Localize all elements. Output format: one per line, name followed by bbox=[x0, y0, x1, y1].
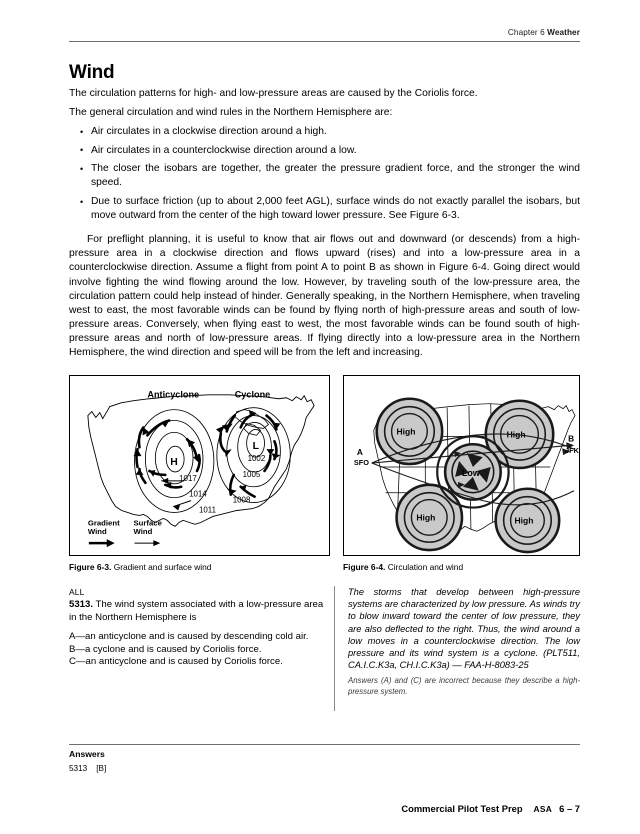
figure-6-3-isobar-1011: 1011 bbox=[199, 505, 217, 515]
intro-paragraph-1: The circulation patterns for high- and low-pressure areas are caused by the Coriolis force. bbox=[69, 88, 478, 99]
figure-6-4-high-bottom-right bbox=[496, 489, 559, 552]
running-header bbox=[69, 28, 580, 37]
figure-6-3-legend-surface-arrow bbox=[135, 540, 161, 546]
figure-6-3-number: Figure 6-3. bbox=[69, 562, 112, 572]
answer-choice-b-letter: B— bbox=[69, 643, 85, 655]
figure-6-4-caption bbox=[343, 562, 580, 573]
answer-key-number: 5313 bbox=[69, 764, 88, 773]
figure-6-4-label-low: Low bbox=[461, 467, 480, 478]
question-stem bbox=[69, 599, 327, 624]
figure-6-3-label-anticyclone: Anticyclone bbox=[147, 389, 200, 400]
figure-6-3-high-center: H bbox=[170, 457, 178, 469]
figure-6-4-number: Figure 6-4. bbox=[343, 562, 386, 572]
explanation-text: The storms that develop between high-pressure systems are characterized by low pressure. As winds try to blow inward toward the center of low pressure, they are also deflected to the right. Thus, the wind around a low moves in a counterclockwise direction. The low pressure and its wind system is a cyclone. (PLT511, CA.I.C.K3a, CH.I.C.K3a) — FAA-H-8083-25 bbox=[348, 587, 580, 671]
figure-6-4-caption-text: Circulation and wind bbox=[387, 562, 464, 572]
figure-6-3-isobar-1008: 1008 bbox=[232, 495, 251, 505]
figure-6-3-legend-gradient-line1: Gradient bbox=[87, 518, 120, 528]
answer-choice-b[interactable] bbox=[69, 644, 327, 656]
figure-6-3-legend-gradient-line2: Wind bbox=[87, 527, 107, 537]
figure-6-3-image bbox=[69, 375, 330, 556]
answers-heading: Answers bbox=[69, 749, 105, 759]
list-item: • The closer the isobars are together, the greater the pressure gradient force, and the stronger the wind speed. bbox=[69, 162, 580, 190]
question-block bbox=[69, 586, 327, 668]
page-title: Wind bbox=[69, 62, 115, 83]
figure-6-4-station-jfk: JFK bbox=[565, 446, 579, 456]
intro-paragraph-2: The general circulation and wind rules in the Northern Hemisphere are: bbox=[69, 107, 393, 119]
question-group-label: ALL bbox=[69, 587, 85, 597]
main-paragraph: For preflight planning, it is useful to know that air flows out and downward (or descends) from a high-pressure area in a clockwise direction and flows upward (rises) and into a low-pressure area in a counterclockwise direction. Assume a flight from point A to point B as shown in Figure 6-4. Going direct would involve fighting the wind flowing around the low. However, by traveling south of the low-pressure area, the circulation pattern could help instead of hinder. Generally speaking, in the Northern Hemisphere, when traveling west to east, the most favorable winds can be found by flying north of high-pressure areas and south of low-pressure areas. Conversely, when flying east to west, the most favorable winds can be found south of high-pressure areas and north of low-pressure areas. If flying directly into a low-pressure area in the Northern Hemisphere, the wind direction and speed will be from the left and increasing. bbox=[69, 234, 580, 358]
footer-page-number: 6 – 7 bbox=[559, 803, 580, 814]
figure-6-4-high-bottom-left bbox=[397, 485, 462, 550]
figure-6-4-point-a: A bbox=[356, 447, 363, 458]
body-content bbox=[69, 87, 580, 366]
running-header-title: Weather bbox=[547, 28, 580, 37]
list-item: • Due to surface friction (up to about 2,000 feet AGL), surface winds do not exactly parallel the isobars, but move outward from the center of the high toward lower pressure. See Figure 6-3. bbox=[69, 195, 580, 223]
wind-rules-list bbox=[69, 125, 580, 223]
question-number: 5313. bbox=[69, 599, 94, 611]
figure-6-4-image bbox=[343, 375, 580, 556]
footer-book-info bbox=[401, 803, 580, 814]
footer-rule bbox=[69, 744, 580, 745]
figure-6-3-caption-text: Gradient and surface wind bbox=[113, 562, 212, 572]
list-item: • Air circulates in a counterclockwise direction around a low. bbox=[69, 144, 580, 158]
answer-choice-c[interactable] bbox=[69, 656, 327, 668]
answer-choice-a[interactable] bbox=[69, 631, 327, 643]
list-item: • Air circulates in a clockwise direction around a high. bbox=[69, 125, 580, 139]
question-stem-text: The wind system associated with a low-pressure area in the Northern Hemisphere is bbox=[69, 599, 324, 623]
footer-publisher: ASA bbox=[533, 804, 553, 814]
answer-choice-a-letter: A— bbox=[69, 631, 85, 643]
answer-choice-c-letter: C— bbox=[69, 656, 86, 668]
figure-6-4-label-high: High bbox=[416, 512, 436, 523]
answer-key-value: [B] bbox=[96, 764, 107, 773]
figure-6-3-low-center: L bbox=[252, 441, 259, 453]
figure-6-4-low-system bbox=[437, 436, 508, 507]
answer-choice-c-text: an anticyclone and is caused by Coriolis force. bbox=[85, 656, 283, 668]
answers-row bbox=[69, 764, 106, 773]
explanation-block bbox=[348, 586, 580, 697]
figure-6-3-legend-gradient-arrow bbox=[89, 539, 115, 547]
header-rule bbox=[69, 41, 580, 42]
figure-6-3-legend-surface-line2: Wind bbox=[133, 527, 153, 537]
column-divider bbox=[334, 586, 335, 711]
figure-6-3-isobar-1017: 1017 bbox=[179, 473, 197, 483]
figure-6-3-label-cyclone: Cyclone bbox=[234, 389, 271, 400]
figure-6-4-high-top-left bbox=[377, 399, 442, 464]
incorrect-answers-note: Answers (A) and (C) are incorrect because they describe a high-pressure system. bbox=[348, 676, 580, 696]
figure-6-4-point-b: B bbox=[568, 433, 575, 444]
figure-6-4-label-high: High bbox=[514, 515, 534, 526]
figure-6-3-isobar-1014: 1014 bbox=[189, 489, 207, 499]
figure-6-3-isobar-1005: 1005 bbox=[242, 469, 261, 479]
figure-6-3-legend-surface-line1: Surface bbox=[133, 518, 162, 528]
figure-6-4-station-sfo: SFO bbox=[353, 458, 369, 468]
answer-choice-b-text: a cyclone and is caused by Coriolis force. bbox=[85, 643, 262, 655]
footer-book-title: Commercial Pilot Test Prep bbox=[401, 803, 523, 814]
running-header-chapter: Chapter 6 bbox=[507, 28, 545, 37]
figure-6-3-caption bbox=[69, 562, 330, 573]
answer-choice-a-text: an anticyclone and is caused by descending cold air. bbox=[85, 631, 309, 643]
figure-6-4-label-high: High bbox=[506, 429, 526, 440]
figure-6-3-isobar-1002: 1002 bbox=[247, 454, 266, 464]
figure-6-4-label-high: High bbox=[396, 426, 416, 437]
